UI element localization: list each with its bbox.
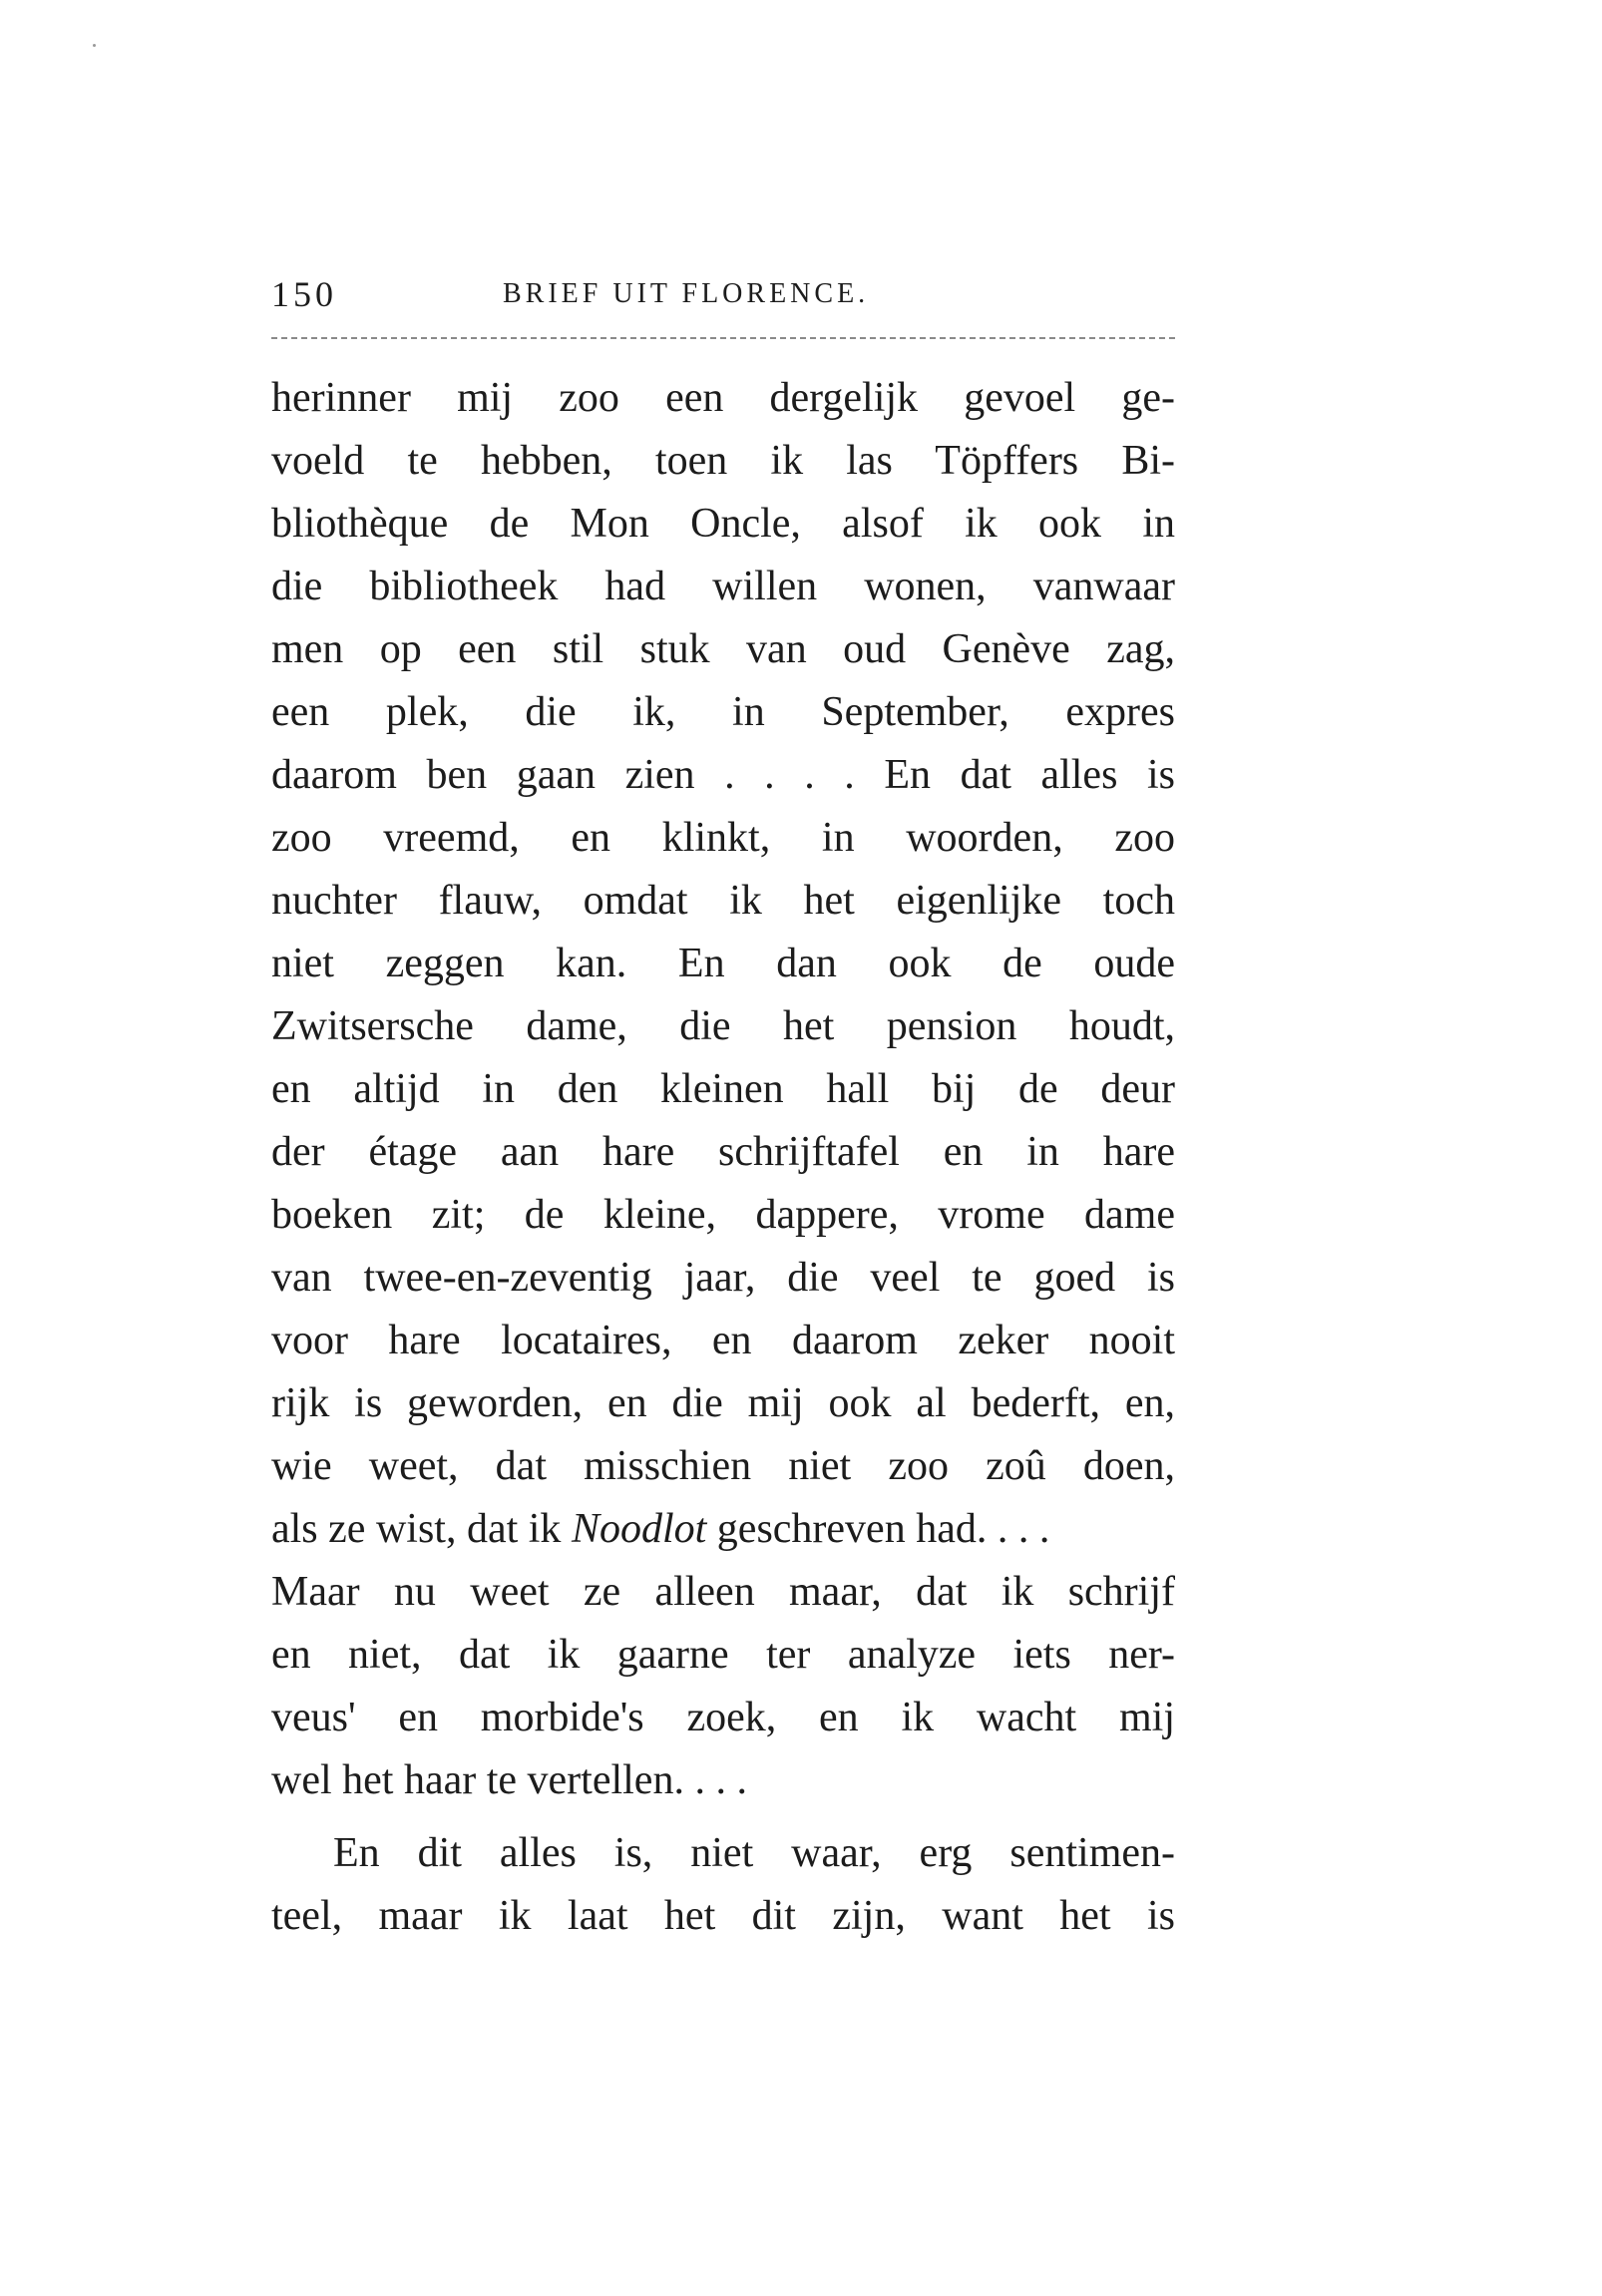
text-line: teel, maar ik laat het dit zijn, want het is [271, 1893, 1175, 1939]
text-line: daarom ben gaan zien . . . . En dat alles is [271, 752, 1175, 798]
paper-speck [93, 44, 96, 47]
text-line: en altijd in den kleinen hall bij de deur [271, 1066, 1175, 1112]
book-title-noodlot: Noodlot [571, 1506, 707, 1552]
text-line: zoo vreemd, en klinkt, in woorden, zoo [271, 815, 1175, 861]
header-rule [271, 337, 1175, 339]
text-line: voor hare locataires, en daarom zeker nooit [271, 1318, 1175, 1363]
text-line: niet zeggen kan. En dan ook de oude [271, 941, 1175, 986]
text-line-paragraph-end: wel het haar te vertellen. . . . [271, 1757, 747, 1803]
text-line: die bibliotheek had willen wonen, vanwaar [271, 564, 1175, 609]
text-line-noodlot [271, 1498, 1175, 1561]
text-line: Zwitsersche dame, die het pension houdt, [271, 1003, 1175, 1049]
text-line: rijk is geworden, en die mij ook al bederft, en, [271, 1380, 1175, 1426]
text-line: een plek, die ik, in September, expres [271, 689, 1175, 735]
text-line: Maar nu weet ze alleen maar, dat ik schrijf [271, 1569, 1175, 1615]
text-line: nuchter flauw, omdat ik het eigenlijke toch [271, 878, 1175, 924]
text-line-paragraph-start: En dit alles is, niet waar, erg sentimen- [333, 1830, 1175, 1876]
text-line: voeld te hebben, toen ik las Töpffers Bi- [271, 438, 1175, 484]
running-title: BRIEF UIT FLORENCE. [503, 278, 870, 309]
page-number: 150 [271, 274, 337, 314]
text-line: bliothèque de Mon Oncle, alsof ik ook in [271, 501, 1175, 547]
text-line: herinner mij zoo een dergelijk gevoel ge- [271, 375, 1175, 421]
text-line: veus' en morbide's zoek, en ik wacht mij [271, 1695, 1175, 1740]
text-line: der étage aan hare schrijftafel en in hare [271, 1129, 1175, 1175]
body-text [271, 367, 1175, 1948]
text-line: van twee-en-zeventig jaar, die veel te goed is [271, 1255, 1175, 1301]
text-fragment: als ze wist, dat ik [271, 1506, 572, 1552]
text-line: en niet, dat ik gaarne ter analyze iets ner- [271, 1632, 1175, 1678]
text-fragment: geschreven had. . . . [706, 1506, 1050, 1552]
text-line: men op een stil stuk van oud Genève zag, [271, 626, 1175, 672]
running-head [271, 269, 1175, 319]
text-line: boeken zit; de kleine, dappere, vrome dame [271, 1192, 1175, 1238]
text-line: wie weet, dat misschien niet zoo zoû doen, [271, 1443, 1175, 1489]
